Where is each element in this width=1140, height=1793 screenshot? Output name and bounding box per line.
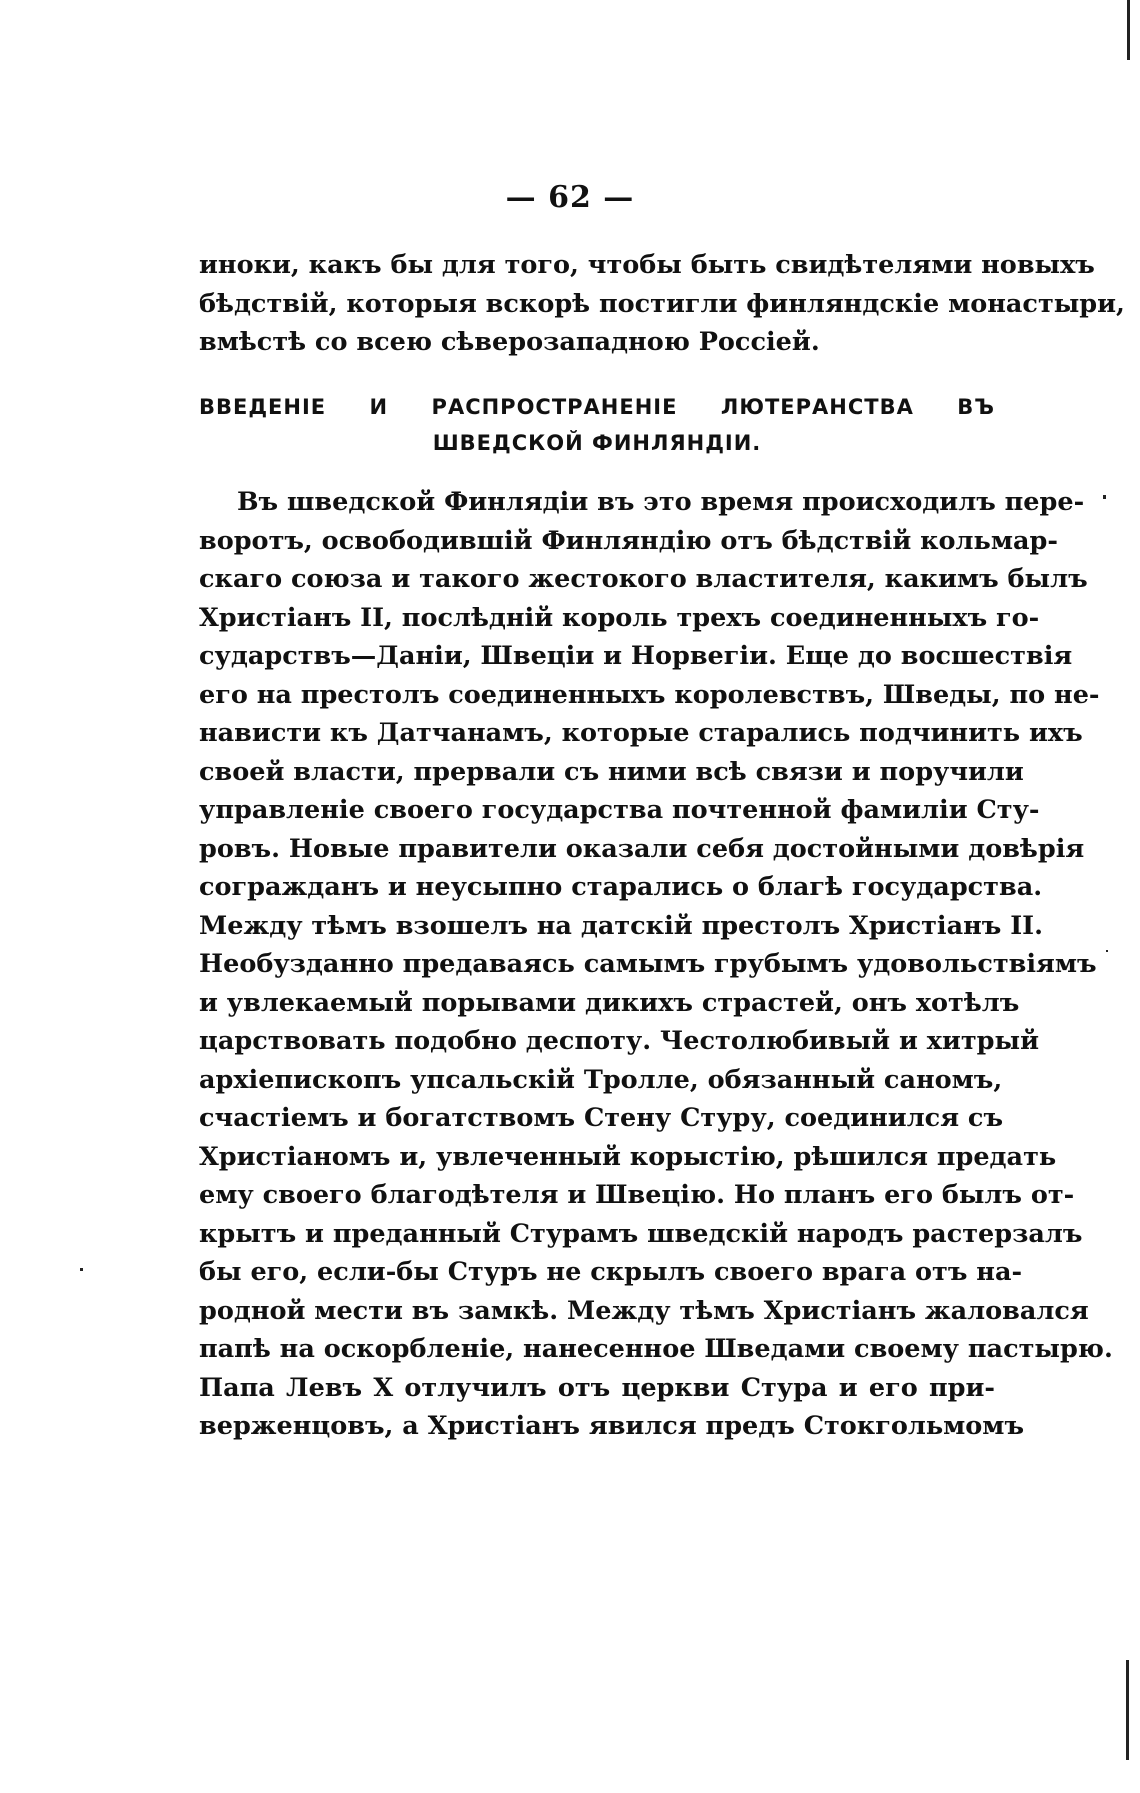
scan-dot bbox=[80, 1268, 83, 1271]
text-line: крытъ и преданный Стурамъ шведскій народъ растерзалъ bbox=[199, 1218, 1083, 1249]
text-line: скаго союза и такого жестокого властителя, какимъ былъ bbox=[199, 564, 1088, 594]
text-line: иноки, какъ бы для того, чтобы быть свидѣтелями новыхъ bbox=[199, 250, 1095, 280]
text-line: вмѣстѣ со всею сѣверозападною Россіей. bbox=[199, 327, 820, 357]
text-line: папѣ на оскорбленіе, нанесенное Шведами своему пастырю. bbox=[199, 1334, 1113, 1364]
scan-mark-top bbox=[1127, 0, 1130, 60]
text-line: своей власти, прервали съ ними всѣ связи и поручили bbox=[199, 756, 1024, 787]
scan-mark-bottom bbox=[1126, 1660, 1129, 1760]
text-line: сударствъ—Даніи, Швеціи и Норвегіи. Еще до восшествія bbox=[199, 641, 1073, 671]
text-line: счастіемъ и богатствомъ Стену Стуру, соединился съ bbox=[199, 1103, 1004, 1133]
intro-paragraph bbox=[199, 246, 1125, 362]
text-line: царствовать подобно деспоту. Честолюбивый и хитрый bbox=[199, 1026, 1039, 1056]
text-line: Папа Левъ X отлучилъ отъ церкви Стура и его при- bbox=[199, 1372, 995, 1403]
text-line: согражданъ и неусыпно старались о благѣ государства. bbox=[199, 872, 1043, 902]
section-heading bbox=[199, 389, 995, 461]
text-line: родной мести въ замкѣ. Между тѣмъ Христіанъ жаловался bbox=[199, 1295, 1089, 1326]
text-line: воротъ, освободившій Финляндію отъ бѣдствій кольмар- bbox=[199, 525, 1058, 556]
page-number: — 62 — bbox=[505, 180, 635, 215]
text-line: бѣдствій, которыя вскорѣ постигли финляндскіе монастыри, bbox=[199, 288, 1125, 319]
text-line: Въ шведской Финлядіи въ это время происходилъ пере- bbox=[237, 487, 1085, 517]
text-line: ровъ. Новые правители оказали себя достойными довѣрія bbox=[199, 833, 1085, 864]
text-line: и увлекаемый порывами дикихъ страстей, онъ хотѣлъ bbox=[199, 987, 1020, 1018]
text-line: нависти къ Датчанамъ, которые старались подчинить ихъ bbox=[199, 718, 1083, 748]
section-heading-line-1: ВВЕДЕНІЕ И РАСПРОСТРАНЕНІЕ ЛЮТЕРАНСТВА ВЪ bbox=[199, 395, 995, 419]
text-line: его на престолъ соединенныхъ королевствъ, Шведы, по не- bbox=[199, 679, 1100, 710]
scan-dot bbox=[1103, 495, 1106, 499]
text-line: архіепископъ упсальскій Тролле, обязанный саномъ, bbox=[199, 1064, 1003, 1095]
text-line: бы его, если-бы Стуръ не скрылъ своего врага отъ на- bbox=[199, 1257, 1023, 1287]
text-line: ему своего благодѣтеля и Швецію. Но планъ его былъ от- bbox=[199, 1180, 1075, 1210]
text-line: Необузданно предаваясь самымъ грубымъ удовольствіямъ bbox=[199, 949, 1097, 979]
body-paragraph bbox=[199, 483, 1113, 1446]
text-line: Христіанъ II, послѣдній король трехъ соединенныхъ го- bbox=[199, 602, 1040, 633]
section-heading-line-2: ШВЕДСКОЙ ФИНЛЯНДІИ. bbox=[432, 431, 762, 455]
text-line: Между тѣмъ взошелъ на датскій престолъ Христіанъ II. bbox=[199, 910, 1043, 941]
scan-dot bbox=[1106, 950, 1108, 952]
text-line: Христіаномъ и, увлеченный корыстію, рѣшился предать bbox=[199, 1141, 1057, 1172]
text-line: верженцовъ, а Христіанъ явился предъ Стокгольмомъ bbox=[199, 1411, 1025, 1441]
text-line: управленіе своего государства почтенной фамиліи Сту- bbox=[199, 795, 1040, 825]
